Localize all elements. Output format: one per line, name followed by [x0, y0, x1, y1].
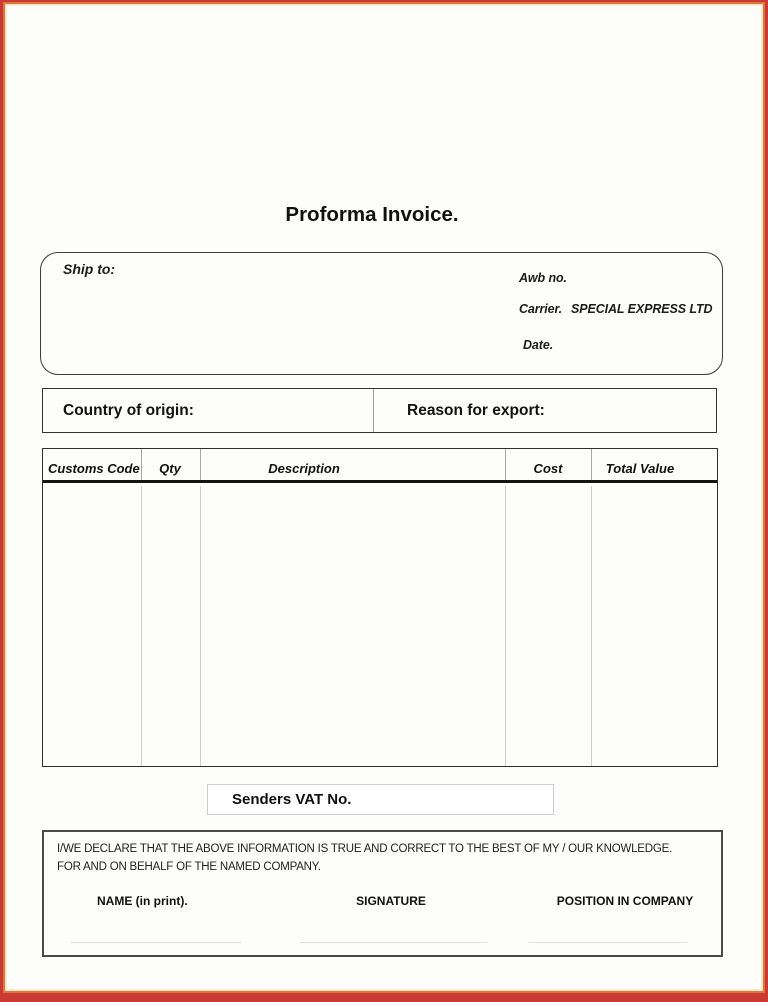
senders-vat-label: Senders VAT No. — [232, 791, 352, 808]
declaration-line-1: I/WE DECLARE THAT THE ABOVE INFORMATION IS TRUE AND CORRECT TO THE BEST OF MY / OUR KNOWLEDGE. — [57, 843, 673, 855]
header-divider-2 — [200, 449, 201, 480]
items-table-header — [43, 449, 717, 483]
senders-vat-box[interactable] — [207, 784, 554, 815]
country-of-origin-cell[interactable] — [43, 389, 373, 432]
name-in-print-label: NAME (in print). — [97, 894, 188, 908]
position-signature-line[interactable] — [529, 942, 687, 943]
col-header-cost: Cost — [533, 461, 563, 476]
col-header-total-value: Total Value — [605, 461, 675, 476]
date-label: Date. — [523, 338, 554, 352]
declaration-line-2: FOR AND ON BEHALF OF THE NAMED COMPANY. — [57, 861, 321, 873]
signature-label: SIGNATURE — [356, 894, 426, 908]
header-divider-3 — [505, 449, 506, 480]
reason-for-export-cell[interactable] — [373, 389, 718, 432]
col-header-qty: Qty — [159, 461, 181, 476]
declaration-box — [42, 830, 723, 957]
body-divider-4 — [591, 486, 592, 766]
awb-no-label: Awb no. — [519, 271, 567, 285]
items-table — [42, 448, 718, 767]
header-divider-1 — [141, 449, 142, 480]
origin-export-box — [42, 388, 717, 433]
header-divider-4 — [591, 449, 592, 480]
body-divider-2 — [200, 486, 201, 766]
signature-signature-line[interactable] — [300, 942, 487, 943]
name-signature-line[interactable] — [71, 942, 241, 943]
page-title: Proforma Invoice. — [285, 203, 459, 226]
ship-to-address-area[interactable] — [55, 285, 495, 367]
reason-for-export-label: Reason for export: — [407, 401, 545, 419]
carrier-line — [519, 302, 712, 316]
country-of-origin-label: Country of origin: — [63, 401, 194, 419]
ship-to-label: Ship to: — [63, 261, 116, 277]
carrier-label: Carrier. — [519, 302, 562, 316]
body-divider-1 — [141, 486, 142, 766]
col-header-description: Description — [268, 461, 340, 476]
items-table-body[interactable] — [43, 486, 717, 766]
ship-to-box — [40, 252, 723, 375]
carrier-value: SPECIAL EXPRESS LTD — [570, 302, 713, 316]
position-in-company-label: POSITION IN COMPANY — [556, 894, 694, 908]
body-divider-3 — [505, 486, 506, 766]
col-header-customs-code: Customs Code — [48, 461, 140, 476]
